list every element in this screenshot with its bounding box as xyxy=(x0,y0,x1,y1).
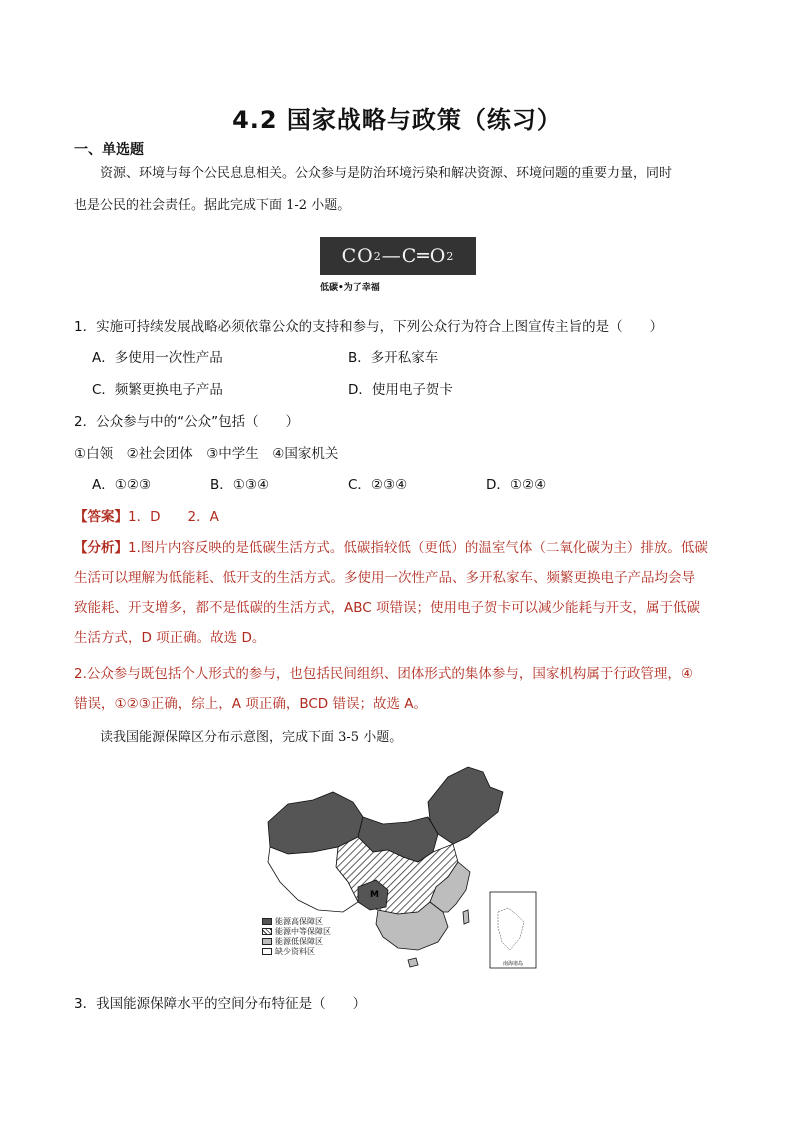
analysis-line-6: 错误，①②③正确，综上，A 项正确，BCD 错误；故选 A。 xyxy=(74,696,427,712)
question-3-stem: 3．我国能源保障水平的空间分布特征是（ ） xyxy=(74,996,367,1012)
map-region-island-low xyxy=(408,958,418,967)
analysis-line-5: 2.公众参与既包括个人形式的参与，也包括民间组织、团体形式的集体参与，国家机构属于行政管理，④ xyxy=(74,666,693,682)
low-carbon-banner xyxy=(320,237,476,275)
analysis-line-2: 生活可以理解为低能耗、低开支的生活方式。多使用一次性产品、多开私家车、频繁更换电子产品均会导 xyxy=(74,570,695,586)
question-2-items: ①白领 ②社会团体 ③中学生 ④国家机关 xyxy=(74,446,339,462)
question-1-option-a: A．多使用一次性产品 xyxy=(92,350,223,366)
question-1-option-c: C．频繁更换电子产品 xyxy=(92,382,223,398)
question-2-stem: 2．公众参与中的“公众”包括（ ） xyxy=(74,414,300,430)
map-region-northeast-high xyxy=(428,767,503,844)
banner-dash: — xyxy=(381,245,402,267)
question-2-option-b: B．①③④ xyxy=(210,477,270,493)
answer-text: 1．D 2．A xyxy=(128,509,219,525)
question-2-option-a: A．①②③ xyxy=(92,477,152,493)
legend-label-high: 能源高保障区 xyxy=(275,916,323,926)
legend-swatch-medium xyxy=(262,928,272,935)
legend-label-no-data: 缺少资料区 xyxy=(275,946,315,956)
banner-eq: ═ xyxy=(417,245,430,267)
analysis-line-4: 生活方式，D 项正确。故选 D。 xyxy=(74,630,266,646)
banner-o: O xyxy=(429,245,447,267)
question-1-stem: 1．实施可持续发展战略必须依靠公众的支持和参与，下列公众行为符合上图宣传主旨的是（ ） xyxy=(74,319,664,335)
map-region-taiwan-low xyxy=(463,910,469,924)
question-1-option-b: B．多开私家车 xyxy=(348,350,439,366)
legend-swatch-no-data xyxy=(262,948,272,955)
analysis-paragraph-2 xyxy=(74,659,724,719)
intro-paragraph-1 xyxy=(74,158,724,222)
legend-swatch-low xyxy=(262,938,272,945)
legend-item-low xyxy=(262,936,331,946)
legend-label-low: 能源低保障区 xyxy=(275,936,323,946)
analysis-label: 【分析】 xyxy=(74,540,128,556)
intro-line-1: 资源、环境与每个公民息息相关。公众参与是防治环境污染和解决资源、环境问题的重要力量，同时 xyxy=(100,166,673,181)
question-2-option-d: D．①②④ xyxy=(486,477,547,493)
analysis-line-1 xyxy=(74,533,724,563)
answer-line xyxy=(74,505,219,525)
banner-sub-2: 2 xyxy=(446,249,455,263)
section-heading: 一、单选题 xyxy=(74,142,144,158)
question-2-option-c: C．②③④ xyxy=(348,477,408,493)
map-marker-m: M xyxy=(370,890,379,900)
legend-item-high xyxy=(262,916,331,926)
banner-sub-1: 2 xyxy=(373,249,382,263)
analysis-line-3: 致能耗、开支增多，都不是低碳的生活方式，ABC 项错误；使用电子贺卡可以减少能耗与开支，属于低碳 xyxy=(74,600,700,616)
legend-label-medium: 能源中等保障区 xyxy=(275,926,331,936)
legend-item-no-data xyxy=(262,946,331,956)
map-inset-label: 南海诸岛 xyxy=(502,961,524,967)
banner-caption: 低碳•为了幸福 xyxy=(320,283,380,293)
legend-swatch-high xyxy=(262,918,272,925)
legend-item-medium xyxy=(262,926,331,936)
analysis-line-1-text: 1.图片内容反映的是低碳生活方式。低碳指较低（更低）的温室气体（二氧化碳为主）排放。低碳 xyxy=(128,540,708,556)
intro-line-2: 也是公民的社会责任。据此完成下面 1-2 小题。 xyxy=(74,198,351,213)
page-title: 4.2 国家战略与政策（练习） xyxy=(232,106,562,134)
question-1-option-d: D．使用电子贺卡 xyxy=(348,382,453,398)
intro-paragraph-2: 读我国能源保障区分布示意图，完成下面 3-5 小题。 xyxy=(100,730,403,745)
map-inset-frame xyxy=(490,892,536,968)
map-legend xyxy=(262,916,331,956)
banner-c: C xyxy=(401,245,418,267)
analysis-paragraph-1 xyxy=(74,533,724,653)
banner-co: CO xyxy=(341,245,374,267)
answer-label: 【答案】 xyxy=(74,509,128,525)
